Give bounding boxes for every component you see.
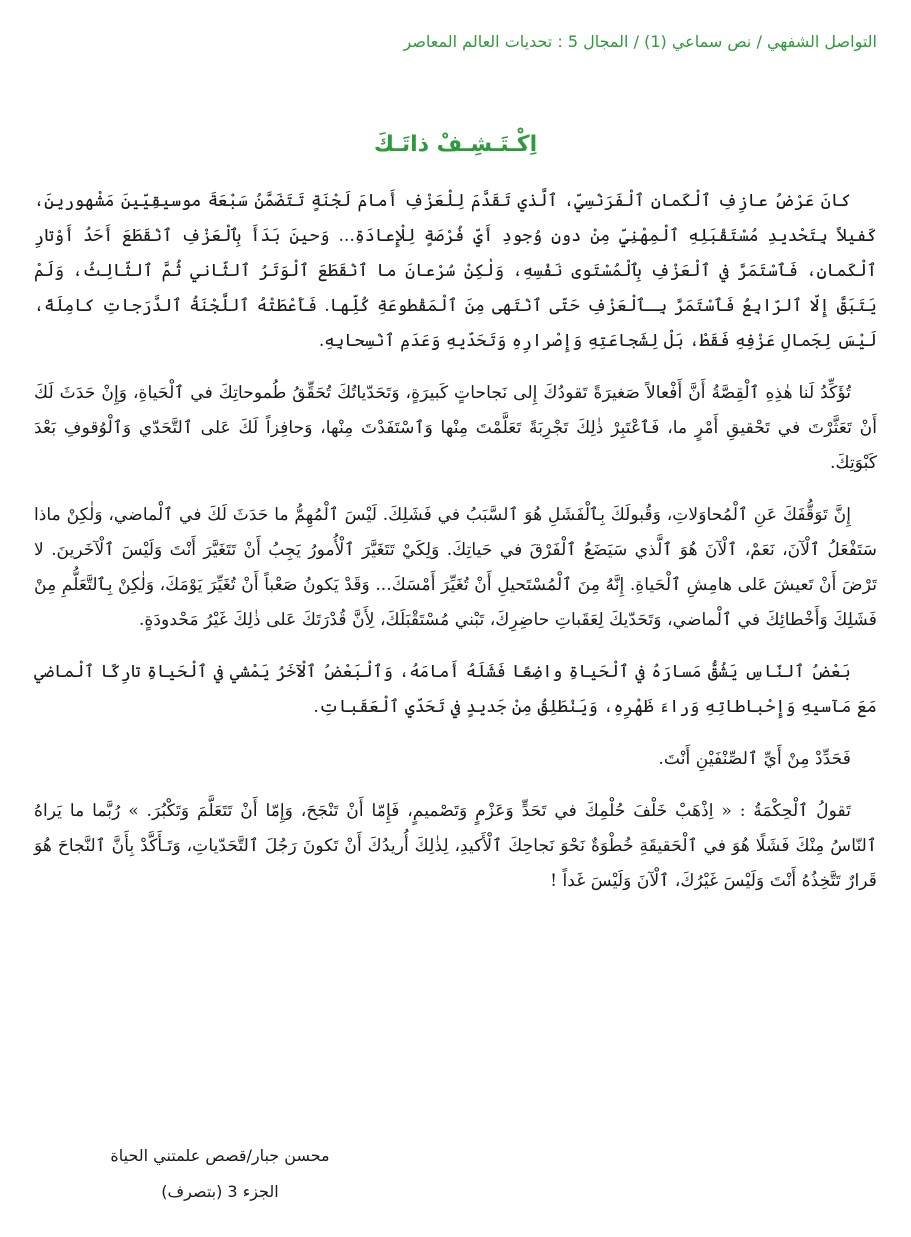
source-part: الجزء 3 (بتصرف) [161,1182,279,1201]
story-body [34,184,877,899]
paragraph: كانَ عَرْضُ عازِفِ ٱلْكَمانِ ٱلْفَرَنْسِيِّ، ٱلَّذي تَقَدَّمَ لِلْعَزْفِ أَمامَ لَجْنَةٍ تَتَضَمَّنُ سَبْعَةَ موسيقِيّينَ مَشْهورينَ، كَفيلاً بِتَحْديدِ مُسْتَقْبَلِهِ ٱلْمِهْنِيِّ مِنْ دونِ وُجودِ أَيِّ فُرْصَةٍ لِلْإِعادَةِ... وَحينَ بَدَأَ بِٱلْعَزْفِ ٱنْقَطَعَ أَحَدُ أَوْتارِ ٱلْكَمانِ، فَٱسْتَمَرَّ في ٱلْعَزْفِ بِٱلْمُسْتَوى نَفْسِهِ، وَلٰكِنْ سُرْعانَ ما ٱنْقَطَعَ ٱلْوَتَرُ ٱلثّاني ثُمَّ ٱلثّالِثُ، وَلَمْ يَتَبَقَّ إِلّا ٱلرّابِعُ فَٱسْتَمَرَّ بِـٱلْعَزْفِ حَتّى ٱنْتَهى مِنَ ٱلْمَقْطوعَةِ كُلِّها. فَأَعْطَتْهُ ٱللَّجْنَةُ ٱلدَّرَجاتِ كامِلَةً، لَيْسَ لِجَمالِ عَزْفِهِ فَقَطْ، بَلْ لِشَجاعَتِهِ وَإِصْرارِهِ وَتَحَدّيهِ وَعَدَمِ ٱنْسِحابِهِ. [34,191,877,351]
paragraph: بَعْضُ ٱلنّاسِ يَشُقُّ مَسارَهُ في ٱلْحَياةِ واضِعًا فَشَلَهُ أَمامَهُ، وَٱلْبَعْضُ ٱلْآخَرُ يَمْشي في ٱلْحَياةِ تارِكًا ٱلْماضي مَعَ مَآسيهِ وَإِحْباطاتِهِ وَراءَ ظَهْرِهِ، وَيَنْطَلِقُ مِنْ جَديدٍ في تَحَدّي ٱلْعَقَباتِ. [34,662,877,717]
paragraph: فَحَدِّدْ مِنْ أَيِّ ٱلصِّنْفَيْنِ أَنْتَ. [658,749,851,769]
header-breadcrumb: التواصل الشفهي / نص سماعي (1) / المجال 5 : تحديات العالم المعاصر [403,32,877,51]
paragraph: تُؤَكِّدُ لَنا هٰذِهِ ٱلْقِصَّةُ أَنَّ أَفْعالاً صَغيرَةً تَقودُكَ إِلى نَجاحاتٍ كَبيرَةٍ، وَتَحَدّياتُكَ تُحَقِّقُ طُموحاتِكَ في ٱلْحَياةِ، وَإِنْ حَدَثَ لَكَ أَنْ تَعَثَّرْتَ في تَحْقيقِ أَمْرٍ ما، فَٱعْتَبِرْ ذٰلِكَ تَجْرِبَةً تَعَلَّمْتَ مِنْها وَٱسْتَفَدْتَ مِنْها، وَحافِزاً لَكَ عَلى ٱلتَّحَدّي وَٱلْوُقوفِ بَعْدَ كَبْوَتِكَ. [34,383,877,473]
page-title: اِكْـتَـشِـفْ ذاتَـكَ [373,132,538,157]
paragraph: تَقولُ ٱلْحِكْمَةُ : « اِذْهَبْ خَلْفَ حُلْمِكَ في تَحَدٍّ وَعَزْمٍ وَتَصْميمٍ، فَإِمّا أَنْ تَنْجَحَ، وَإِمّا أَنْ تَتَعَلَّمَ وَتَكْبُرَ. » رُبَّما ما يَراهُ ٱلنّاسُ مِنْكَ فَشَلًا هُوَ في ٱلْحَقيقَةِ خُطْوَةٌ نَحْوَ نَجاحِكَ ٱلْأَكيدِ، لِذٰلِكَ أُريدُكَ أَنْ تَكونَ رَجُلَ ٱلتَّحَدّياتِ، وَتَـأَكَّدْ بِأَنَّ ٱلنَّجاحَ هُوَ قَرارٌ تَتَّخِذُهُ أَنْتَ وَلَيْسَ غَيْرُكَ، ٱلْآنَ وَلَيْسَ غَداً ! [34,801,877,891]
source-author: محسن جبار/قصص علمتني الحياة [110,1146,330,1165]
paragraph: إِنَّ تَوَقُّفَكَ عَنِ ٱلْمُحاوَلاتِ، وَقُبولَكَ بِٱلْفَشَلِ هُوَ ٱلسَّبَبُ في فَشَلِكَ. لَيْسَ ٱلْمُهِمُّ ما حَدَثَ لَكَ في ٱلْماضي، وَلٰكِنْ ماذا سَتَفْعَلُ ٱلْآنَ، نَعَمْ، ٱلْآنَ هُوَ ٱلَّذي سَيَضَعُ ٱلْفَرْقَ في حَياتِكَ. وَلِكَيْ تَتَغَيَّرَ ٱلْأُمورُ يَجِبُ أَنْ تَتَغَيَّرَ أَنْتَ وَلَيْسَ ٱلْآخَرينَ. لا تَرْضَ أَنْ تَعيشَ عَلى هامِشِ ٱلْحَياةِ. إِنَّهُ مِنَ ٱلْمُسْتَحيلِ أَنْ تُغَيِّرَ أَمْسَكَ... وَقَدْ يَكونُ صَعْباً أَنْ تُغَيِّرَ يَوْمَكَ، وَلٰكِنْ بِٱلتَّعَلُّمِ مِنْ فَشَلِكَ وَأَخْطائِكَ في ٱلْماضي، وَتَحَدّيكَ لِعَقَباتِ حاضِرِكَ، تَبْني مُسْتَقْبَلَكَ، لِأَنَّ قُدْرَتَكَ عَلى ذٰلِكَ غَيْرُ مَحْدودَةٍ. [34,505,877,630]
